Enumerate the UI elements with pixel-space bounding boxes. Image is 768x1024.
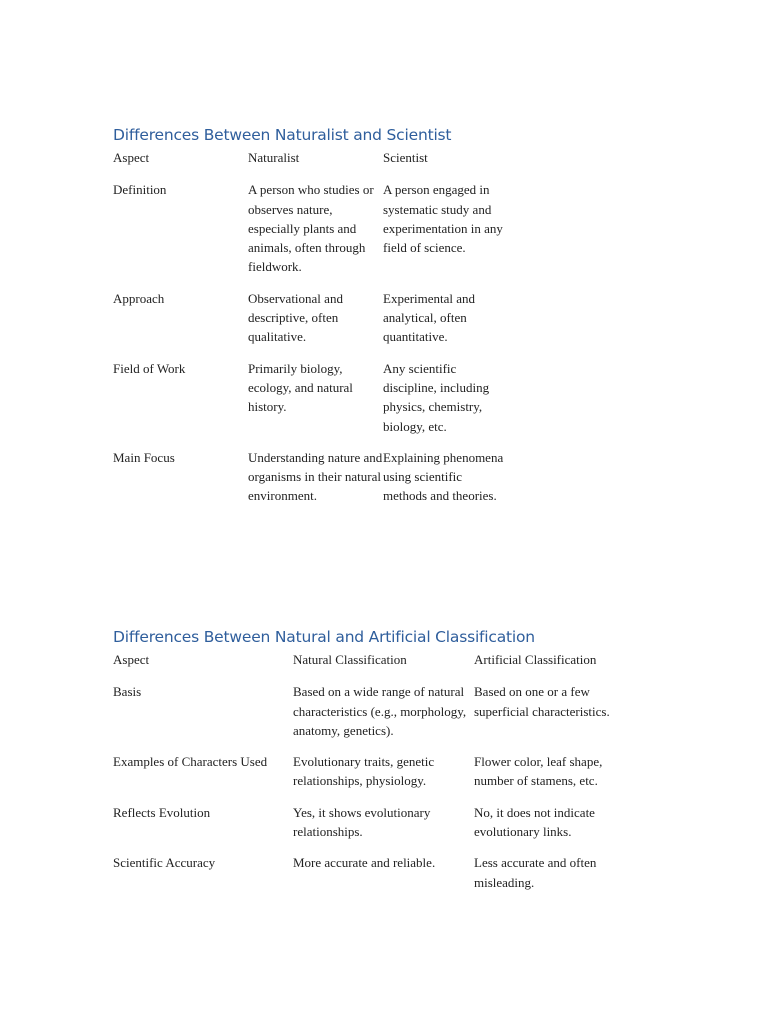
column-header: Aspect: [113, 652, 150, 667]
table-cell: More accurate and reliable.: [293, 855, 436, 871]
column-header: Aspect: [113, 150, 150, 165]
table-cell: Examples of Characters Used: [113, 754, 268, 770]
table-cell: No, it does not indicate evolutionary links.: [474, 804, 595, 840]
table-cell: Field of Work: [113, 360, 186, 376]
table-cell: Primarily biology, ecology, and natural history.: [248, 360, 353, 415]
table-cell: Reflects Evolution: [113, 804, 211, 820]
table-cell: Main Focus: [113, 449, 175, 465]
table-cell: Experimental and analytical, often quantitative.: [383, 290, 476, 345]
column-header: Scientist: [383, 150, 428, 165]
natural-vs-artificial-classification-section: [113, 626, 673, 904]
table-header-row: [113, 650, 639, 682]
column-header: Natural Classification: [293, 652, 407, 667]
section-title: Differences Between Naturalist and Scientist: [113, 126, 452, 144]
table-row: [113, 180, 509, 288]
naturalist-vs-scientist-section: [113, 124, 653, 518]
table-cell: Based on a wide range of natural characteristics (e.g., morphology, anatomy, genetics).: [293, 684, 467, 738]
table-cell: Flower color, leaf shape, number of stamens, etc.: [474, 754, 603, 789]
table-cell: Basis: [113, 684, 142, 700]
table-cell: A person engaged in systematic study and experimentation in any field of science.: [383, 182, 503, 256]
table-row: [113, 752, 639, 803]
table-cell: Approach: [113, 290, 165, 306]
table-cell: Observational and descriptive, often qualitative.: [248, 290, 343, 345]
table-cell: Evolutionary traits, genetic relationships, physiology.: [293, 754, 435, 789]
table-cell: Yes, it shows evolutionary relationships.: [293, 804, 431, 840]
column-header: Artificial Classification: [474, 652, 597, 667]
table-row: [113, 853, 639, 904]
table-cell: Explaining phenomena using scientific methods and theories.: [383, 449, 504, 504]
table-cell: Understanding nature and organisms in their natural environment.: [248, 449, 383, 504]
table-cell: Scientific Accuracy: [113, 855, 216, 871]
section-title: Differences Between Natural and Artificial Classification: [113, 628, 535, 646]
table-cell: Based on one or a few superficial characteristics.: [474, 684, 610, 719]
column-header: Naturalist: [248, 150, 300, 165]
table-row: [113, 359, 509, 448]
table-cell: Less accurate and often misleading.: [474, 855, 597, 890]
table-cell: Definition: [113, 182, 167, 198]
comparison-table: [113, 148, 509, 518]
table-header-row: [113, 148, 509, 180]
table-cell: Any scientific discipline, including physics, chemistry, biology, etc.: [383, 360, 490, 434]
table-row: [113, 803, 639, 854]
table-cell: A person who studies or observes nature, especially plants and animals, often through fieldwork.: [248, 182, 374, 275]
comparison-table: [113, 650, 639, 904]
table-row: [113, 289, 509, 359]
table-row: [113, 448, 509, 518]
table-row: [113, 682, 639, 752]
